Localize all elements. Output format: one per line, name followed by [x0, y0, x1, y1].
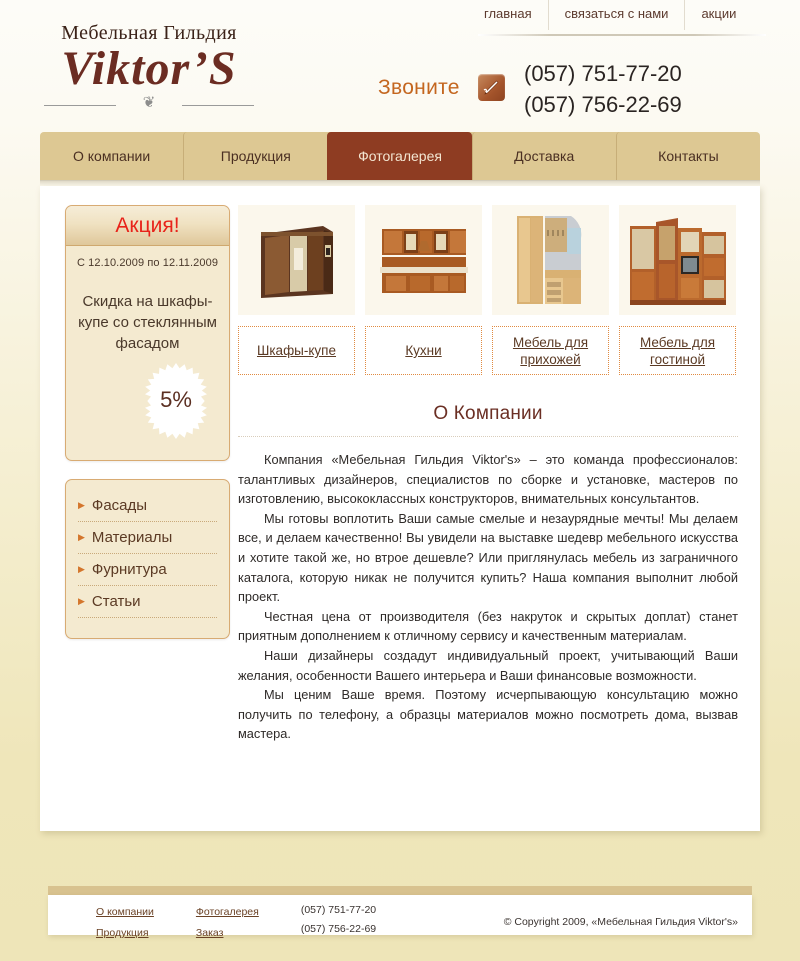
header-phone-1[interactable]: (057) 751-77-20	[524, 61, 682, 86]
sidebar-item-articles[interactable]	[78, 593, 141, 610]
header-contact-block	[378, 58, 778, 120]
nav-item-contacts[interactable]: Контакты	[616, 132, 760, 180]
top-nav-link-home[interactable]: главная	[484, 6, 532, 21]
article-paragraph: Компания «Мебельная Гильдия Viktor's» – это команда профессионалов: талантливых дизайнеров, специалистов по сборке и установке, мастеров по изготовлению, высококлассных конструкторов, внимательных консультантов.	[238, 452, 738, 507]
gallery-caption	[492, 326, 609, 375]
article-paragraph: Мы готовы воплотить Ваши самые смелые и незаурядные мечты! Мы делаем все, и делаем качественно! Вы увидели на выставке шедевр мебельного искусства и хотите такой же, но втрое дешевле? Или приглянулась мебель из заграничного каталога, которую никак не получится купить? Наша компания выполнит любой проект.	[238, 510, 738, 605]
kitchen-photo[interactable]	[365, 205, 482, 315]
footer-phone-1: (057) 751-77-20	[300, 904, 377, 916]
gallery-caption	[238, 326, 355, 375]
footer-link-about[interactable]: О компании	[96, 906, 154, 918]
main-nav	[40, 132, 760, 180]
gallery-item	[238, 205, 355, 375]
gallery-caption	[365, 326, 482, 375]
sidebar-item-facades[interactable]	[78, 497, 147, 514]
header-phone-list	[524, 58, 682, 120]
promo-box	[65, 205, 230, 461]
article-paragraph: Честная цена от производителя (без накруток и скрытых доплат) станет приятным дополнением к отличному сервису и качественным материалам.	[238, 608, 738, 644]
living-room-furniture-photo[interactable]	[619, 205, 736, 315]
gallery-link-hallway[interactable]: Мебель для прихожей	[512, 334, 589, 367]
footer-columns	[96, 901, 376, 943]
footer-column-phones	[301, 901, 376, 943]
footer-phone-2: (057) 756-22-69	[300, 923, 377, 935]
gallery-item	[619, 205, 736, 375]
nav-item-products[interactable]: Продукция	[183, 132, 327, 180]
triangle-right-icon: ▶	[78, 532, 85, 542]
left-column	[65, 205, 230, 639]
gallery-item	[492, 205, 609, 375]
header-phone-2[interactable]: (057) 756-22-69	[524, 92, 682, 117]
logo-subtitle: Мебельная Гильдия	[61, 22, 237, 44]
gallery-link-kitchens[interactable]: Кухни	[405, 343, 442, 358]
promo-heading: Акция!	[115, 213, 180, 237]
footer-link-order[interactable]: Заказ	[195, 927, 224, 939]
discount-badge	[137, 362, 215, 440]
sidebar-item-materials[interactable]	[78, 529, 172, 546]
sidebar-item-label: Фурнитура	[91, 561, 167, 578]
promo-body	[66, 246, 229, 460]
page-title: О Компании	[433, 403, 543, 424]
gallery-caption	[619, 326, 736, 375]
sidebar-item-label: Материалы	[91, 529, 173, 546]
promo-badge-wrap	[74, 360, 221, 446]
list-item	[78, 497, 217, 522]
article-paragraph: Мы ценим Ваше время. Поэтому исчерпывающую консультацию можно получить по телефону, а образцы материалов можно посмотреть дома, вызвав мастера.	[238, 687, 738, 742]
promo-header	[66, 206, 229, 246]
footer-link-photogallery[interactable]: Фотогалерея	[195, 906, 259, 918]
gallery-item	[365, 205, 482, 375]
promo-dates: С 12.10.2009 по 12.11.2009	[76, 257, 219, 269]
top-nav-link-contact[interactable]: связаться с нами	[548, 0, 685, 30]
footer-column-2	[196, 901, 259, 943]
call-us-label: Звоните	[378, 76, 460, 99]
list-item	[78, 593, 217, 618]
site-footer	[48, 895, 752, 939]
promo-text: Скидка на шкафы-купе со стеклянным фасадом	[78, 293, 217, 352]
nav-item-delivery[interactable]: Доставка	[472, 132, 616, 180]
article-body	[238, 450, 738, 744]
site-logo[interactable]	[38, 22, 260, 113]
nav-item-about[interactable]: О компании	[72, 148, 151, 164]
list-item	[78, 561, 217, 586]
wardrobe-photo[interactable]	[238, 205, 355, 315]
sidebar-item-label: Фасады	[91, 497, 148, 514]
triangle-right-icon: ▶	[78, 564, 85, 574]
copyright-text: © Copyright 2009, «Мебельная Гильдия Viktor's»	[503, 916, 738, 928]
triangle-right-icon: ▶	[78, 596, 85, 606]
photo-gallery	[238, 205, 738, 375]
flourish-glyph: ❦	[142, 94, 156, 111]
sidebar-item-label: Статьи	[91, 593, 141, 610]
gallery-link-wardrobes[interactable]: Шкафы-купе	[256, 343, 337, 358]
top-nav-divider	[478, 34, 766, 36]
footer-column-1	[96, 901, 154, 943]
footer-cap	[48, 886, 752, 895]
sidebar-links-box	[65, 479, 230, 639]
logo-flourish-ornament	[38, 94, 260, 113]
gallery-link-livingroom[interactable]: Мебель для гостиной	[639, 334, 716, 367]
hallway-furniture-photo[interactable]	[492, 205, 609, 315]
footer-link-products[interactable]: Продукция	[96, 927, 149, 939]
right-column	[238, 205, 738, 744]
pen-icon	[478, 74, 505, 101]
site-header	[0, 0, 800, 132]
section-divider	[238, 436, 738, 437]
nav-item-photogallery[interactable]: Фотогалерея	[327, 132, 471, 180]
sidebar-item-fittings[interactable]	[78, 561, 167, 578]
article-paragraph: Наши дизайнеры создадут индивидуальный проект, учитывающий Ваши желания, особенности Вашего интерьера и Ваши финансовые возможности.	[238, 647, 738, 683]
list-item	[78, 529, 217, 554]
discount-badge-value: 5%	[160, 387, 192, 412]
top-nav-link-promos[interactable]: акции	[684, 0, 752, 30]
content-card	[40, 186, 760, 831]
logo-title: Viktor’S	[61, 42, 237, 95]
top-nav	[468, 0, 752, 30]
sidebar-list	[78, 497, 217, 618]
triangle-right-icon: ▶	[78, 500, 85, 510]
